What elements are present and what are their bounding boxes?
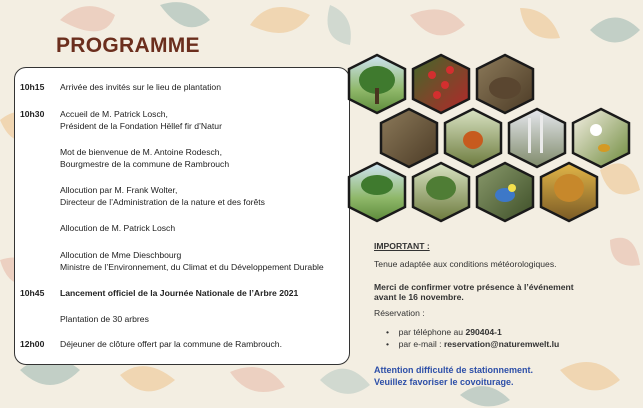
phone-line <box>386 327 502 337</box>
bullet-icon: • <box>386 339 399 349</box>
schedule-text: Allocution de M. Patrick Losch <box>60 223 176 233</box>
schedule-time: 10h45 <box>20 288 45 298</box>
email-label: par e-mail : <box>398 339 444 349</box>
schedule-text: Ministre de l’Environnement, du Climat et du Développement Durable <box>60 262 324 272</box>
meadow-photo <box>509 109 565 167</box>
schedule-time: 12h00 <box>20 339 45 349</box>
important-heading: IMPORTANT : <box>374 241 430 251</box>
schedule-text: Allocution par M. Frank Wolter, <box>60 185 178 195</box>
page-title: PROGRAMME <box>56 34 200 57</box>
schedule-text: Accueil de M. Patrick Losch, <box>60 109 168 119</box>
schedule-text: Lancement officiel de la Journée Nationale de l’Arbre 2021 <box>60 288 299 298</box>
apples-photo <box>413 55 469 113</box>
parking-line: Attention difficulté de stationnement. <box>374 365 533 375</box>
schedule-text: Déjeuner de clôture offert par la commune de Rambrouch. <box>60 339 282 349</box>
birch-forest-photo <box>573 109 629 167</box>
phone-label: par téléphone au <box>398 327 466 337</box>
schedule-text: Bourgmestre de la commune de Rambrouch <box>60 159 230 169</box>
phone-number: 290404-1 <box>465 327 502 337</box>
schedule-text: Plantation de 30 arbres <box>60 314 149 324</box>
confirm-line: avant le 16 novembre. <box>374 292 464 302</box>
schedule-time: 10h15 <box>20 82 45 92</box>
schedule-time: 10h30 <box>20 109 45 119</box>
reservation-label: Réservation : <box>374 308 425 318</box>
bullet-icon: • <box>386 327 399 337</box>
email-link[interactable]: reservation@naturemwelt.lu <box>443 339 560 349</box>
schedule-text: Mot de bienvenue de M. Antoine Rodesch, <box>60 147 222 157</box>
schedule-text: Directeur de l’Administration de la nature et des forêts <box>60 197 265 207</box>
forest-path-photo <box>381 109 437 167</box>
schedule-text: Président de la Fondation Hëllef fir d’Natur <box>60 121 222 131</box>
dress-note: Tenue adaptée aux conditions météorologiques. <box>374 259 557 269</box>
email-line <box>386 339 559 349</box>
parking-note <box>374 364 533 388</box>
parking-line: Veuillez favoriser le covoiturage. <box>374 377 514 387</box>
confirm-line: Merci de confirmer votre présence à l’événement <box>374 282 574 292</box>
confirm-note <box>374 282 574 302</box>
schedule-text: Arrivée des invités sur le lieu de plantation <box>60 82 221 92</box>
schedule-text: Allocution de Mme Dieschbourg <box>60 250 182 260</box>
